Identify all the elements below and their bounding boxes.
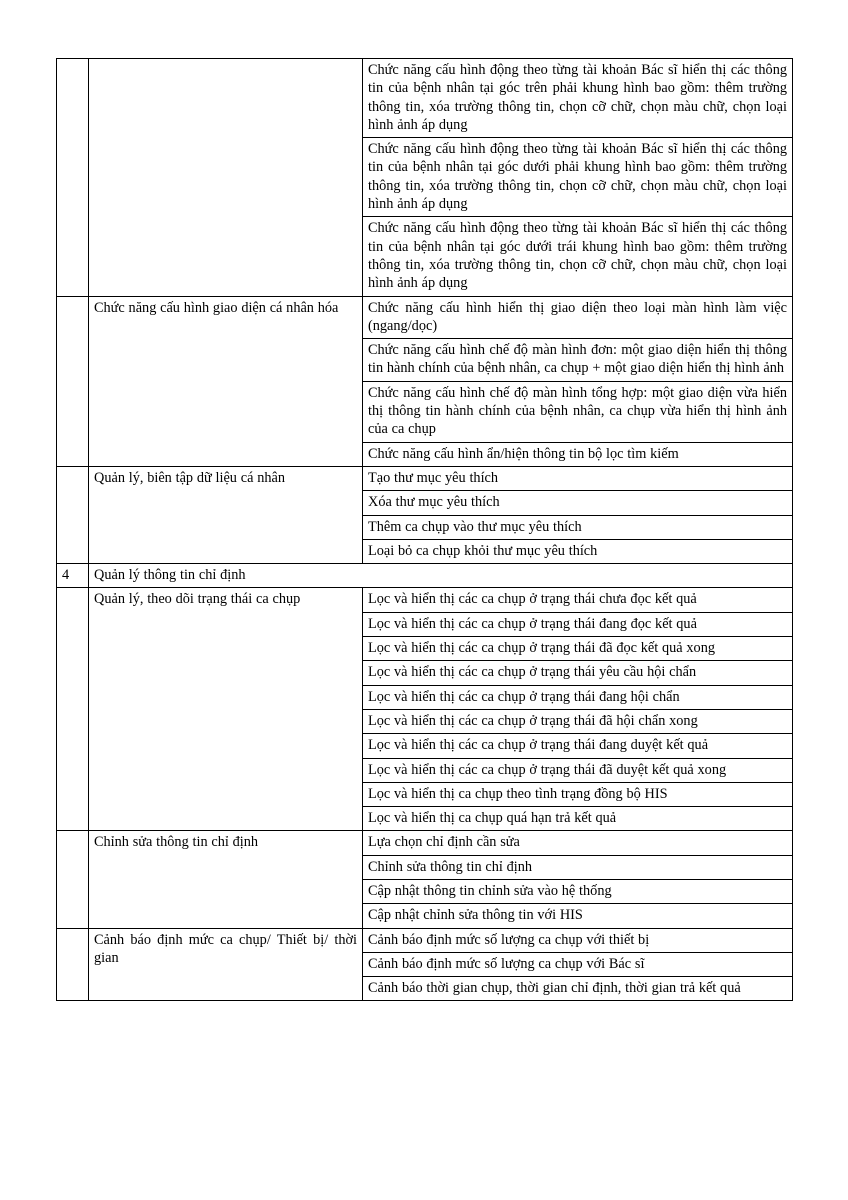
row-detail-cell: Cập nhật thông tin chỉnh sửa vào hệ thống [363,879,793,903]
table-body [57,59,793,1001]
row-detail-cell: Lọc và hiển thị các ca chụp ở trạng thái đã đọc kết quả xong [363,637,793,661]
table-row [57,928,793,952]
table-row [57,588,793,612]
requirements-table [56,58,793,1001]
row-group-cell: Quản lý, biên tập dữ liệu cá nhân [89,466,363,563]
row-detail-cell: Lọc và hiển thị các ca chụp ở trạng thái yêu cầu hội chẩn [363,661,793,685]
row-detail-cell: Lọc và hiển thị các ca chụp ở trạng thái đang hội chẩn [363,685,793,709]
row-group-cell: Cảnh báo định mức ca chụp/ Thiết bị/ thời gian [89,928,363,1001]
row-number-cell [57,588,89,831]
row-number-cell [57,59,89,297]
row-number-cell [57,466,89,563]
row-detail-cell: Cảnh báo định mức số lượng ca chụp với thiết bị [363,928,793,952]
row-detail-cell: Tạo thư mục yêu thích [363,466,793,490]
row-detail-cell: Lọc và hiển thị ca chụp theo tình trạng đồng bộ HIS [363,782,793,806]
table-section-row [57,564,793,588]
table-row [57,296,793,339]
row-detail-cell: Lọc và hiển thị các ca chụp ở trạng thái chưa đọc kết quả [363,588,793,612]
row-detail-cell: Thêm ca chụp vào thư mục yêu thích [363,515,793,539]
row-group-cell: Chức năng cấu hình giao diện cá nhân hóa [89,296,363,466]
row-detail-cell: Lọc và hiển thị các ca chụp ở trạng thái đã hội chẩn xong [363,709,793,733]
row-number-cell [57,928,89,1001]
row-detail-cell: Lọc và hiển thị ca chụp quá hạn trả kết quả [363,807,793,831]
table-row [57,831,793,855]
row-detail-cell: Lọc và hiển thị các ca chụp ở trạng thái đã duyệt kết quả xong [363,758,793,782]
row-number-cell [57,831,89,928]
row-group-cell [89,59,363,297]
row-number-cell [57,296,89,466]
row-detail-cell: Cập nhật chỉnh sửa thông tin với HIS [363,904,793,928]
row-group-cell: Chỉnh sửa thông tin chỉ định [89,831,363,928]
row-detail-cell: Lọc và hiển thị các ca chụp ở trạng thái đang đọc kết quả [363,612,793,636]
row-detail-cell: Chức năng cấu hình hiển thị giao diện theo loại màn hình làm việc (ngang/dọc) [363,296,793,339]
row-group-cell: Quản lý, theo dõi trạng thái ca chụp [89,588,363,831]
row-detail-cell: Lọc và hiển thị các ca chụp ở trạng thái đang duyệt kết quả [363,734,793,758]
row-detail-cell: Cảnh báo thời gian chụp, thời gian chỉ định, thời gian trả kết quả [363,977,793,1001]
row-detail-cell: Cảnh báo định mức số lượng ca chụp với Bác sĩ [363,952,793,976]
row-number-cell: 4 [57,564,89,588]
table-row [57,466,793,490]
row-group-cell: Quản lý thông tin chỉ định [89,564,793,588]
row-detail-cell: Loại bỏ ca chụp khỏi thư mục yêu thích [363,539,793,563]
row-detail-cell: Chức năng cấu hình chế độ màn hình đơn: một giao diện hiển thị thông tin hành chính của bệnh nhân, ca chụp + một giao diện hiển thị hình ảnh [363,339,793,382]
row-detail-cell: Xóa thư mục yêu thích [363,491,793,515]
row-detail-cell: Lựa chọn chỉ định cần sửa [363,831,793,855]
table-row [57,59,793,138]
row-detail-cell: Chỉnh sửa thông tin chỉ định [363,855,793,879]
row-detail-cell: Chức năng cấu hình động theo từng tài khoản Bác sĩ hiển thị các thông tin của bệnh nhân tại góc dưới trái khung hình bao gồm: thêm trường thông tin, xóa trường thông tin, chọn cỡ chữ, chọn màu chữ, chọn loại hình ảnh áp dụng [363,217,793,296]
row-detail-cell: Chức năng cấu hình ẩn/hiện thông tin bộ lọc tìm kiếm [363,442,793,466]
row-detail-cell: Chức năng cấu hình động theo từng tài khoản Bác sĩ hiển thị các thông tin của bệnh nhân tại góc trên phải khung hình bao gồm: thêm trường thông tin, xóa trường thông tin, chọn cỡ chữ, chọn màu chữ, chọn loại hình ảnh áp dụng [363,59,793,138]
row-detail-cell: Chức năng cấu hình chế độ màn hình tổng hợp: một giao diện vừa hiển thị thông tin hành chính của bệnh nhân, ca chụp vừa hiển thị hình ảnh của ca chụp [363,381,793,442]
row-detail-cell: Chức năng cấu hình động theo từng tài khoản Bác sĩ hiển thị các thông tin của bệnh nhân tại góc dưới phải khung hình bao gồm: thêm trường thông tin, xóa trường thông tin, chọn cỡ chữ, chọn màu chữ, chọn loại hình ảnh áp dụng [363,138,793,217]
